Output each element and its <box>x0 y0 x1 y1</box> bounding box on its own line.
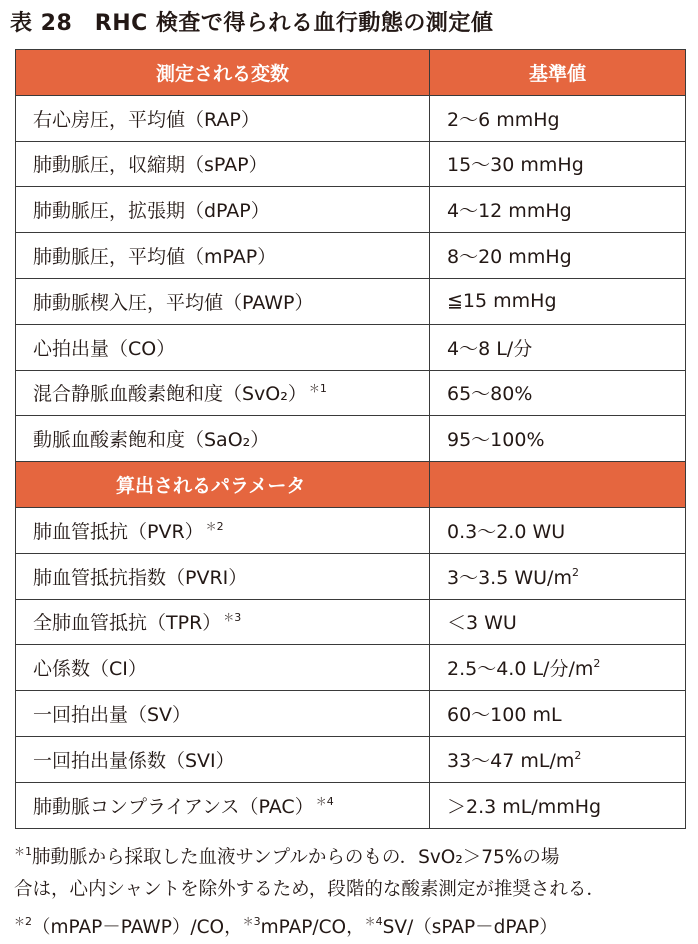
reference-value-cell <box>430 141 686 187</box>
table-row <box>16 141 686 187</box>
table-row <box>16 370 686 416</box>
reference-value: ＜3 WU <box>447 612 517 635</box>
reference-value: ≦15 mmHg <box>447 290 557 313</box>
reference-value: 2.5〜4.0 L/分/m <box>447 658 594 681</box>
reference-value: 65〜80% <box>447 383 533 406</box>
subheader-blank-cell <box>430 462 686 508</box>
reference-value: ＞2.3 mL/mmHg <box>447 795 602 818</box>
variable-label: 肺動脈コンプライアンス（PAC） <box>33 795 314 818</box>
reference-value-cell <box>430 416 686 462</box>
subheader-row <box>16 462 686 508</box>
value-superscript: 2 <box>574 748 582 762</box>
variable-cell <box>16 782 430 828</box>
reference-value-cell <box>430 691 686 737</box>
reference-value-cell <box>430 187 686 233</box>
value-superscript: 2 <box>593 657 601 671</box>
reference-value: 2〜6 mmHg <box>447 108 560 131</box>
table-row <box>16 278 686 324</box>
variable-cell <box>16 233 430 279</box>
table-row <box>16 324 686 370</box>
variable-cell <box>16 278 430 324</box>
variable-label: 肺動脈圧，平均値（mPAP） <box>33 246 277 269</box>
reference-value: 60〜100 mL <box>447 704 562 727</box>
reference-value: 4〜12 mmHg <box>447 200 572 223</box>
variable-label: 一回拍出量係数（SVI） <box>33 749 235 772</box>
table-row <box>16 691 686 737</box>
footnote-2-4: $^{*2}$（mPAP－PAWP）/CO，$^{*3}$mPAP/CO，$^{*4}$SV/（sPAP－dPAP） <box>14 915 558 938</box>
hemodynamics-table <box>15 49 686 829</box>
reference-value-cell <box>430 324 686 370</box>
variable-cell <box>16 95 430 141</box>
table-row <box>16 416 686 462</box>
variable-cell <box>16 691 430 737</box>
column-header-reference: 基準値 <box>430 50 686 96</box>
footnote-marker: ＊3 <box>223 611 242 625</box>
reference-value: 33〜47 mL/m <box>447 749 575 772</box>
variable-label: 心拍出量（CO） <box>33 337 176 360</box>
reference-value: 15〜30 mmHg <box>447 154 584 177</box>
variable-cell <box>16 370 430 416</box>
table-row <box>16 95 686 141</box>
table-row <box>16 782 686 828</box>
table-row <box>16 736 686 782</box>
variable-label: 心係数（CI） <box>33 658 147 681</box>
footnote-marker: ＊4 <box>315 794 334 808</box>
variable-cell <box>16 141 430 187</box>
footnote-1-cont: 合は，心内シャントを除外するため，段階的な酸素測定が推奨される． <box>14 879 605 900</box>
reference-value-cell <box>430 95 686 141</box>
table-row <box>16 233 686 279</box>
table-row <box>16 187 686 233</box>
reference-value-cell <box>430 553 686 599</box>
table-row <box>16 645 686 691</box>
calculated-parameters-header: 算出されるパラメータ <box>16 462 430 508</box>
reference-value: 8〜20 mmHg <box>447 246 572 269</box>
table-row <box>16 599 686 645</box>
variable-label: 肺血管抵抗指数（PVRI） <box>33 566 248 589</box>
reference-value: 0.3〜2.0 WU <box>447 520 566 543</box>
value-superscript: 2 <box>571 565 579 579</box>
variable-label: 肺動脈圧，収縮期（sPAP） <box>33 154 268 177</box>
reference-value-cell <box>430 645 686 691</box>
reference-value: 95〜100% <box>447 429 545 452</box>
reference-value-cell <box>430 599 686 645</box>
table-row <box>16 507 686 553</box>
table-row <box>16 553 686 599</box>
reference-value-cell <box>430 507 686 553</box>
table-title: 表 28 RHC 検査で得られる血行動態の測定値 <box>10 11 494 36</box>
variable-cell <box>16 599 430 645</box>
variable-cell <box>16 324 430 370</box>
footnote-marker: ＊1 <box>308 382 327 396</box>
variable-label: 一回拍出量（SV） <box>33 704 192 727</box>
variable-cell <box>16 553 430 599</box>
variable-label: 全肺血管抵抗（TPR） <box>33 612 222 635</box>
variable-label: 右心房圧，平均値（RAP） <box>33 108 260 131</box>
footnote-1: $^{*1}$肺動脈から採取した血液サンプルからのもの．SvO₂＞75%の場 <box>14 845 560 868</box>
reference-value-cell <box>430 233 686 279</box>
reference-value-cell <box>430 736 686 782</box>
reference-value-cell <box>430 278 686 324</box>
reference-value: 4〜8 L/分 <box>447 337 533 360</box>
reference-value-cell <box>430 782 686 828</box>
variable-cell <box>16 187 430 233</box>
footnote-marker: ＊2 <box>205 519 224 533</box>
variable-label: 肺動脈楔入圧，平均値（PAWP） <box>33 291 314 314</box>
variable-label: 肺動脈圧，拡張期（dPAP） <box>33 200 270 223</box>
reference-value-cell <box>430 370 686 416</box>
reference-value: 3〜3.5 WU/m <box>447 566 572 589</box>
variable-cell <box>16 507 430 553</box>
variable-label: 動脈血酸素飽和度（SaO₂） <box>33 429 270 452</box>
column-header-variable: 測定される変数 <box>16 50 430 96</box>
variable-cell <box>16 645 430 691</box>
variable-label: 肺血管抵抗（PVR） <box>33 520 204 543</box>
footnotes <box>14 836 690 944</box>
variable-cell <box>16 416 430 462</box>
variable-label: 混合静脈血酸素飽和度（SvO₂） <box>33 383 307 406</box>
table-header-row <box>16 50 686 96</box>
variable-cell <box>16 736 430 782</box>
